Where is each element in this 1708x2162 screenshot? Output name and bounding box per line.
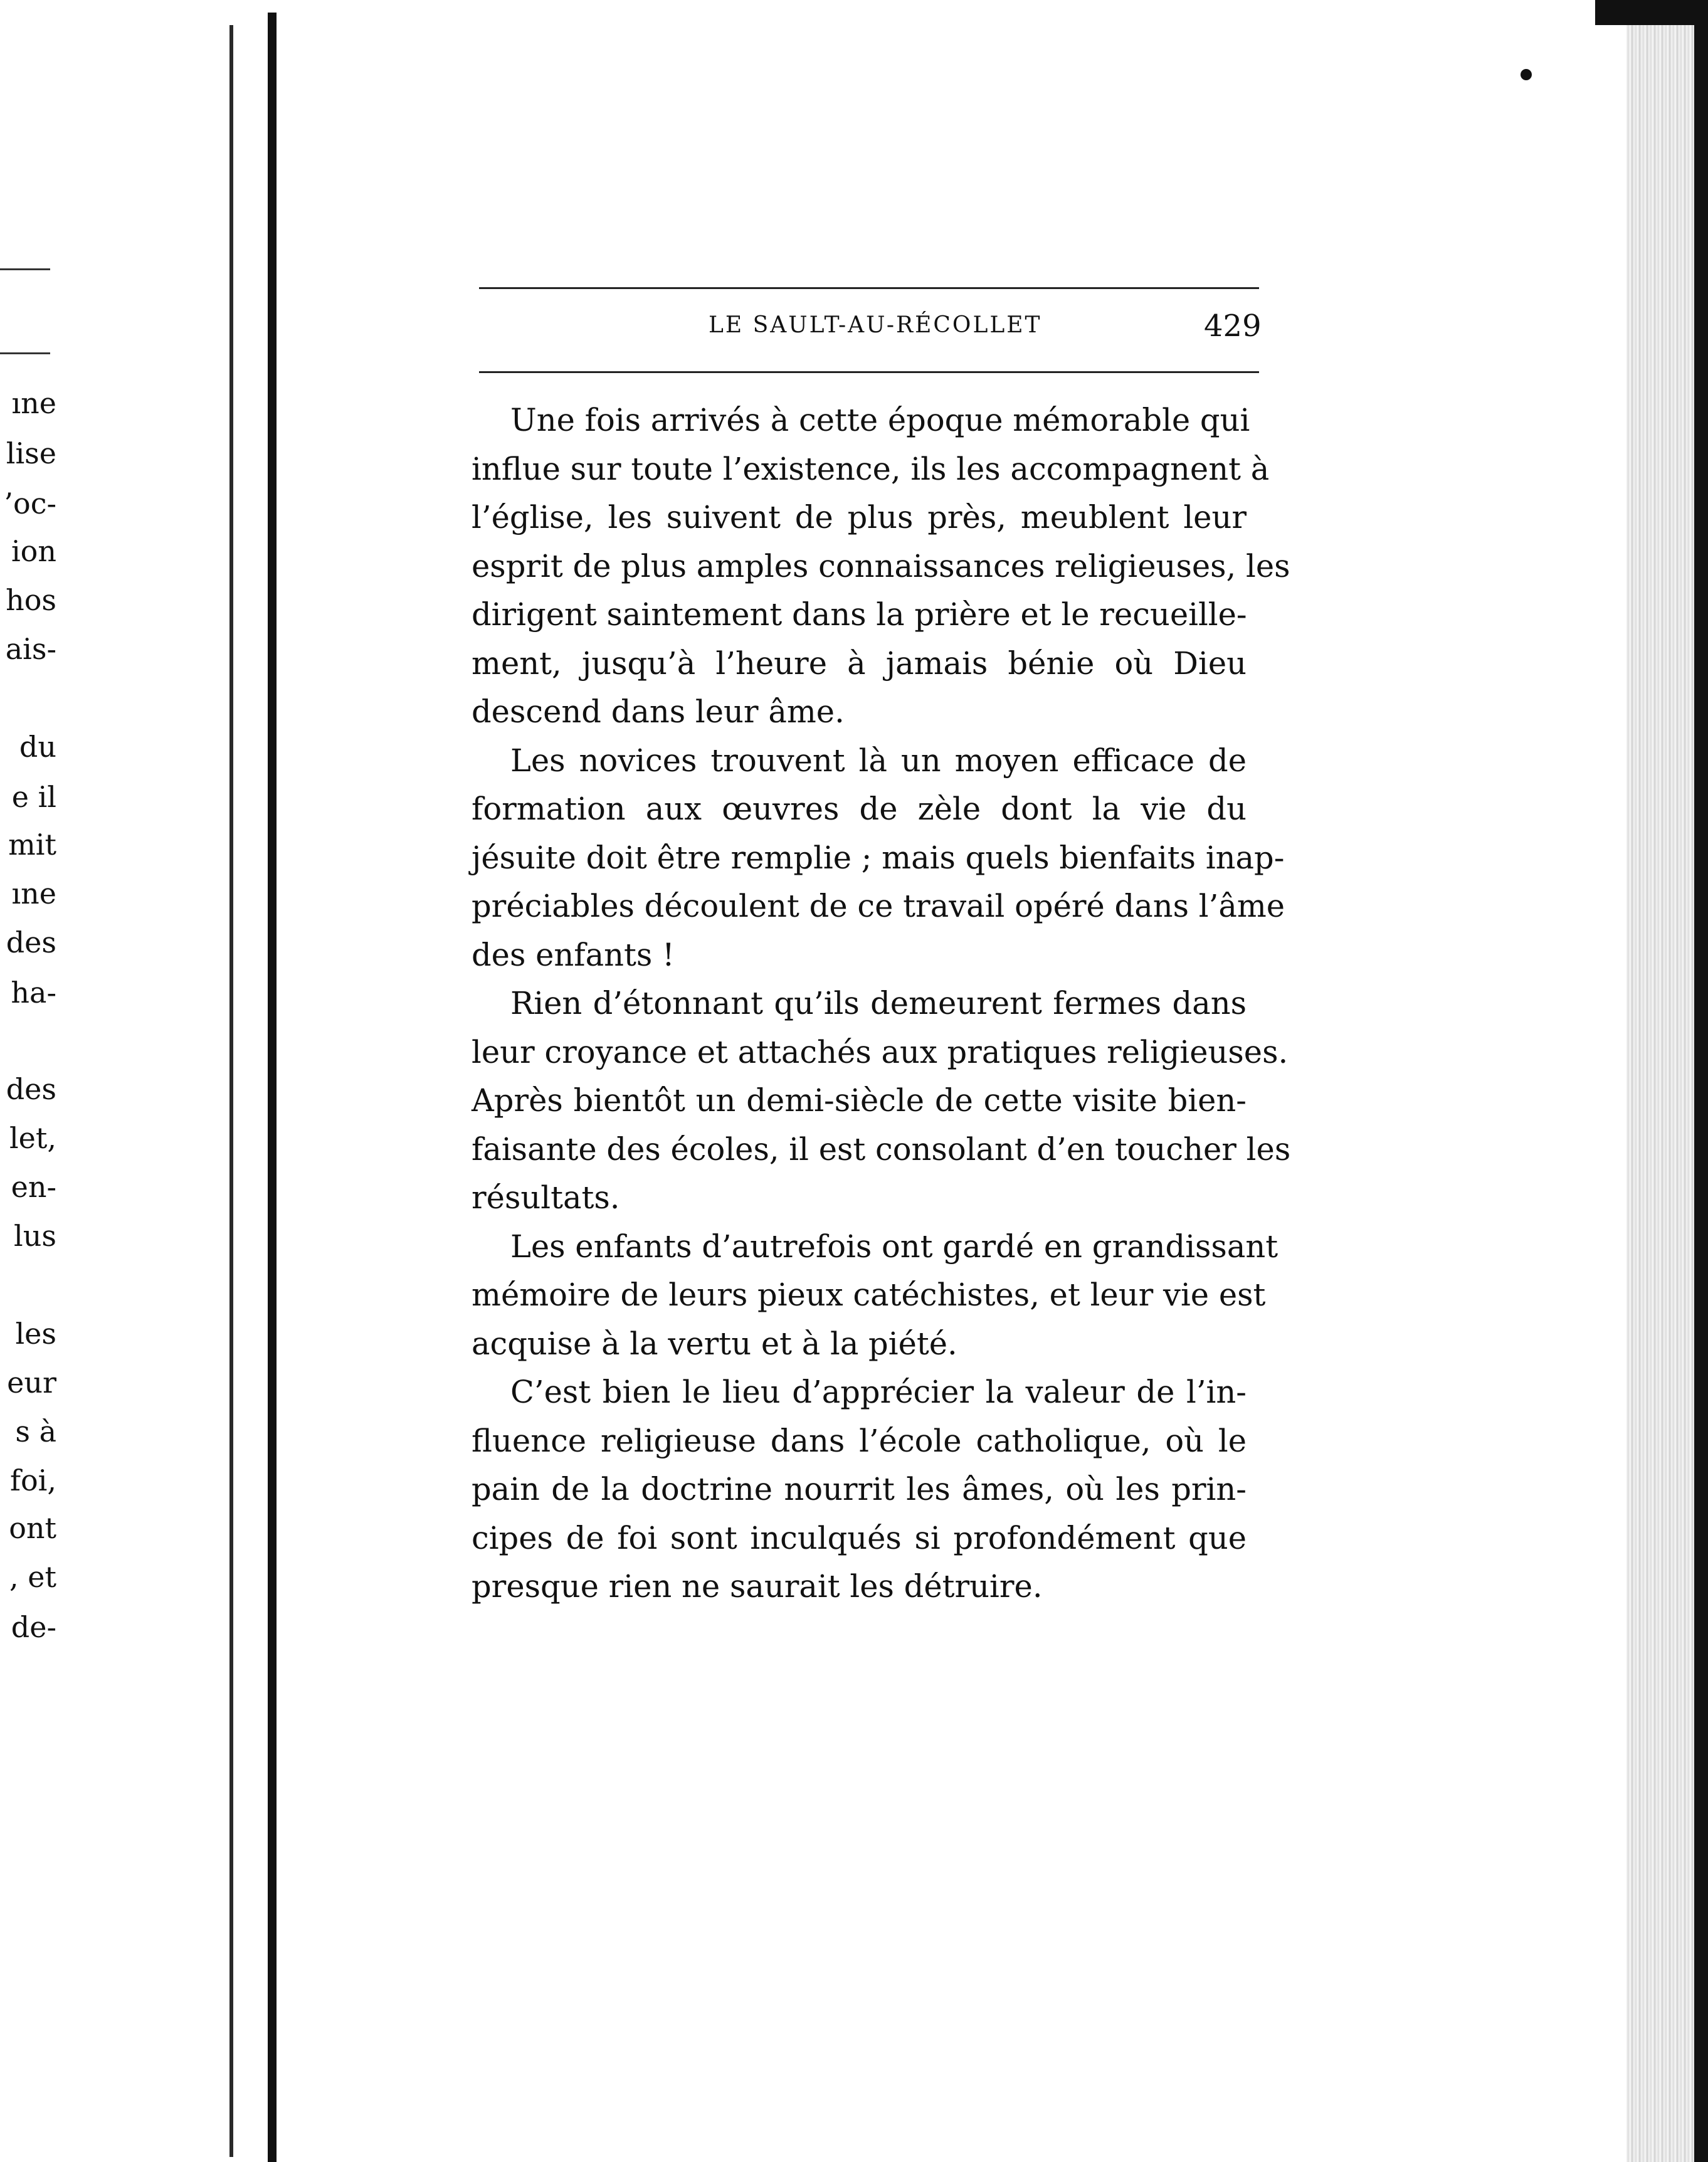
text-line: Rien d’étonnant qu’ils demeurent fermes dans [510, 985, 1247, 1021]
book-spine [268, 13, 277, 2162]
previous-page-fragment: en- [11, 1173, 56, 1201]
paragraph [472, 396, 1290, 737]
previous-page-fragment: des [6, 1075, 56, 1104]
text-line: jésuite doit être remplie ; mais quels bienfaits inap- [472, 839, 1285, 876]
text-line: presque rien ne saurait les détruire. [472, 1568, 1043, 1605]
previous-page-fragment: hos [6, 586, 56, 614]
previous-page-fragment: des [6, 928, 56, 957]
header-rule-bottom [479, 371, 1259, 373]
previous-page-rule [0, 352, 50, 354]
previous-page-fragment: let, [9, 1124, 56, 1152]
text-line: faisante des écoles, il est consolant d’en toucher les [472, 1131, 1291, 1168]
ink-spot [1521, 69, 1532, 80]
previous-page-edge [229, 25, 233, 2157]
previous-page-fragment: du [19, 732, 56, 761]
previous-page-fragment: mit [8, 830, 56, 859]
previous-page-fragment: ion [11, 537, 56, 566]
paragraph [472, 1368, 1247, 1611]
paragraph [472, 737, 1285, 980]
previous-page-fragment: ’oc- [4, 489, 56, 518]
text-line: Une fois arrivés à cette époque mémorable qui [510, 402, 1250, 438]
running-head: LE SAULT-AU-RÉCOLLET [709, 312, 1042, 338]
previous-page-fragment: ais- [5, 635, 56, 663]
previous-page-fragment: de- [11, 1613, 56, 1642]
page-number: 429 [1204, 308, 1262, 344]
text-line: mémoire de leurs pieux catéchistes, et leur vie est [472, 1277, 1266, 1313]
text-line: dirigent saintement dans la prière et le recueille- [472, 596, 1247, 633]
text-line: formation aux œuvres de zèle dont la vie du [472, 791, 1247, 827]
scan-corner [1595, 0, 1708, 25]
text-line: C’est bien le lieu d’apprécier la valeur de l’in- [510, 1374, 1247, 1410]
text-line: pain de la doctrine nourrit les âmes, où les prin- [472, 1471, 1247, 1507]
previous-page-rule [0, 268, 50, 270]
previous-page-fragment: lus [14, 1221, 56, 1250]
text-line: des enfants ! [472, 936, 675, 973]
text-line: préciables découlent de ce travail opéré dans l’âme [472, 888, 1285, 924]
text-line: ment, jusqu’à l’heure à jamais bénie où Dieu [472, 645, 1247, 682]
previous-page-fragment: e il [11, 783, 56, 811]
text-line: résultats. [472, 1179, 620, 1216]
text-line: acquise à la vertu et à la piété. [472, 1325, 957, 1362]
previous-page-fragment: ha- [11, 978, 56, 1007]
text-line: Les novices trouvent là un moyen efficace de [510, 742, 1247, 779]
previous-page-fragment: ıne [11, 389, 56, 418]
text-line: Après bientôt un demi-siècle de cette visite bien- [472, 1082, 1247, 1119]
paragraph [472, 979, 1291, 1223]
text-line: esprit de plus amples connaissances religieuses, les [472, 547, 1290, 584]
text-line: Les enfants d’autrefois ont gardé en grandissant [510, 1228, 1278, 1265]
text-line: leur croyance et attachés aux pratiques religieuses. [472, 1033, 1289, 1070]
body-text [472, 396, 1291, 1611]
text-line: influe sur toute l’existence, ils les accompagnent à [472, 450, 1270, 487]
previous-page-fragment: , et [9, 1563, 56, 1591]
previous-page-fragment: lise [6, 439, 56, 468]
previous-page-fragment: s à [15, 1417, 56, 1446]
previous-page-fragment: foi, [9, 1466, 56, 1495]
text-line: l’église, les suivent de plus près, meublent leur [472, 499, 1247, 535]
header-rule-top [479, 287, 1259, 289]
paragraph [472, 1223, 1278, 1369]
text-line: descend dans leur âme. [472, 693, 845, 730]
previous-page-fragment: ont [9, 1514, 56, 1542]
text-line: fluence religieuse dans l’école catholique, où le [472, 1422, 1247, 1459]
previous-page-fragment: eur [7, 1368, 56, 1397]
text-line: cipes de foi sont inculqués si profondément que [472, 1519, 1247, 1556]
previous-page-fragment: ıne [11, 879, 56, 908]
previous-page-fragment: les [15, 1319, 56, 1348]
scan-border [1694, 0, 1708, 2162]
